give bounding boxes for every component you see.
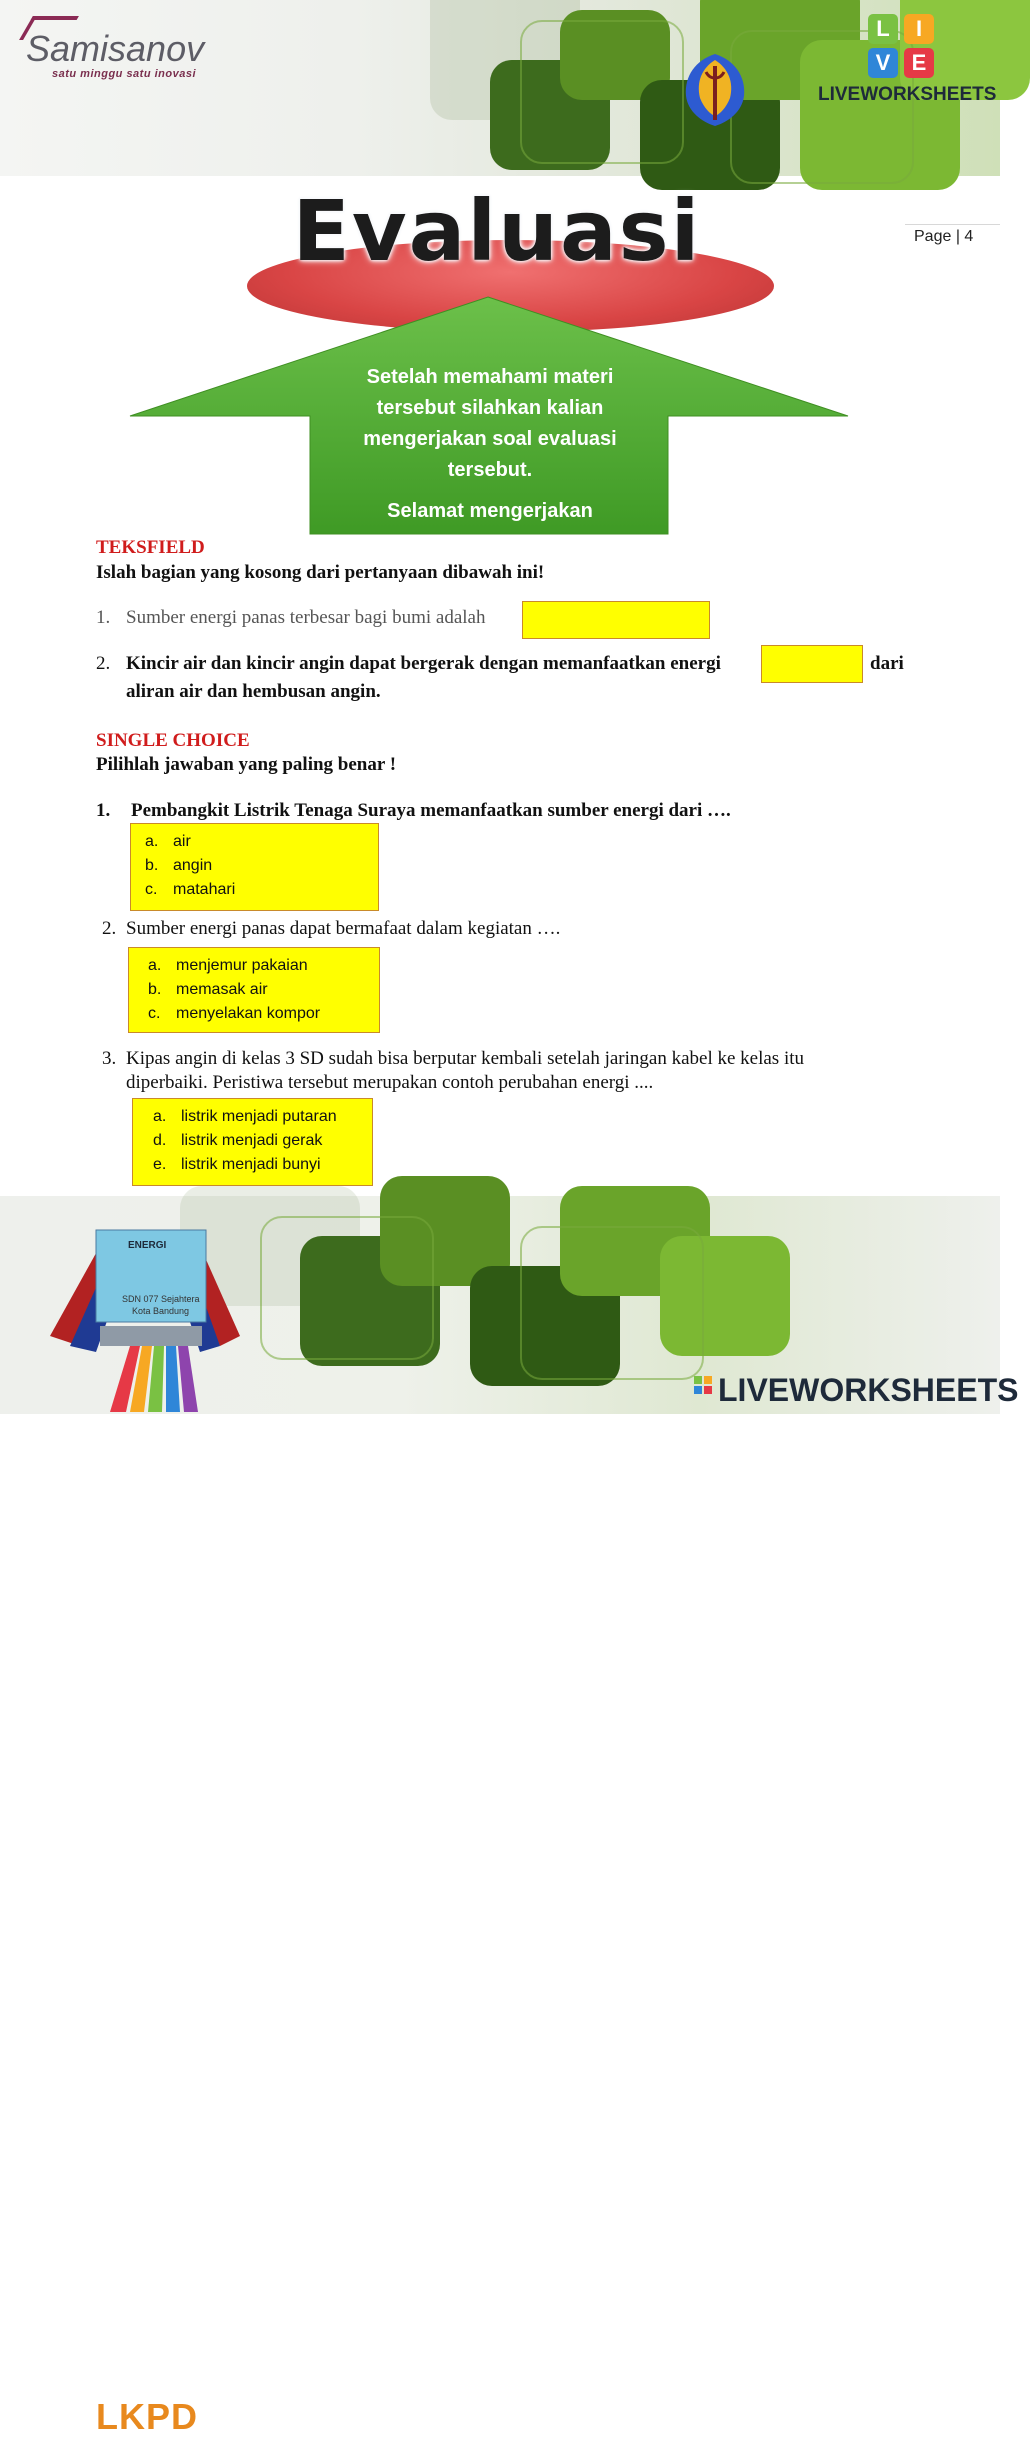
option-group-q1 [130, 823, 379, 911]
live-tile-i: I [904, 14, 934, 44]
live-mini-i [704, 1376, 712, 1384]
question-number: 1. [96, 607, 111, 628]
answer-input-q1[interactable] [522, 601, 710, 639]
option-c[interactable]: c. menyelakan kompor [148, 1005, 321, 1022]
live-tile-e: E [904, 48, 934, 78]
liveworksheets-footer-logo: LIVEWORKSHEETS [718, 1372, 1019, 1408]
question-number: 2. [96, 653, 111, 674]
question-number: 3. [102, 1048, 117, 1069]
option-a[interactable]: a. air [145, 833, 191, 850]
samisanov-logo: Samisanov [26, 28, 205, 69]
question-text-line2: diperbaiki. Peristiwa tersebut merupakan contoh perubahan energi .... [126, 1072, 654, 1093]
samisanov-tagline: satu minggu satu inovasi [52, 68, 197, 80]
school-name: SDN 077 Sejahtera [122, 1294, 200, 1304]
question-text-line2: aliran air dan hembusan angin. [126, 681, 381, 702]
answer-input-q2[interactable] [761, 645, 863, 683]
option-b[interactable]: b. angin [145, 857, 213, 874]
question-text: Sumber energi panas dapat bermafaat dalam kegiatan …. [126, 918, 561, 939]
liveworksheets-logo-text: LIVEWORKSHEETS [818, 84, 997, 105]
lkpd-title: LKPD [96, 2396, 198, 2437]
question-number: 1. [96, 800, 111, 821]
option-group-q3 [132, 1098, 373, 1186]
option-c[interactable]: c. matahari [145, 881, 236, 898]
option-d[interactable]: d. listrik menjadi gerak [153, 1132, 323, 1149]
option-a[interactable]: a. listrik menjadi putaran [153, 1108, 337, 1125]
option-a[interactable]: a. menjemur pakaian [148, 957, 308, 974]
question-text: Kincir air dan kincir angin dapat bergerak dengan memanfaatkan energi [126, 653, 721, 674]
teksfield-heading: TEKSFIELD [96, 537, 205, 558]
option-group-q2 [128, 947, 380, 1033]
arrow-message: Setelah memahami materi tersebut silahkan kalian mengerjakan soal evaluasi tersebut. [363, 366, 617, 481]
decor-outline [260, 1216, 434, 1360]
live-mini-v [694, 1386, 702, 1394]
single-choice-instruction: Pilihlah jawaban yang paling benar ! [96, 754, 397, 775]
decor-outline [520, 1226, 704, 1380]
energi-label: ENERGI [128, 1240, 167, 1251]
question-text: Sumber energi panas terbesar bagi bumi adalah [126, 607, 486, 628]
live-tile-v: V [868, 48, 898, 78]
live-mini-l [694, 1376, 702, 1384]
live-mini-e [704, 1386, 712, 1394]
arrow-greeting: Selamat mengerjakan [387, 500, 593, 522]
page-number: Page | 4 [914, 228, 974, 245]
evaluasi-title: Evaluasi [292, 182, 702, 280]
question-text: Pembangkit Listrik Tenaga Suraya memanfaatkan sumber energi dari …. [131, 800, 731, 821]
question-text-suffix: dari [870, 653, 904, 674]
option-e[interactable]: e. listrik menjadi bunyi [153, 1156, 321, 1173]
school-city: Kota Bandung [132, 1306, 190, 1316]
question-number: 2. [102, 918, 117, 939]
option-b[interactable]: b. memasak air [148, 981, 268, 998]
question-text: Kipas angin di kelas 3 SD sudah bisa berputar kembali setelah jaringan kabel ke kelas itu [126, 1048, 805, 1069]
single-choice-heading: SINGLE CHOICE [96, 730, 250, 751]
live-tile-l: L [868, 14, 898, 44]
teksfield-instruction: Islah bagian yang kosong dari pertanyaan dibawah ini! [96, 562, 545, 583]
